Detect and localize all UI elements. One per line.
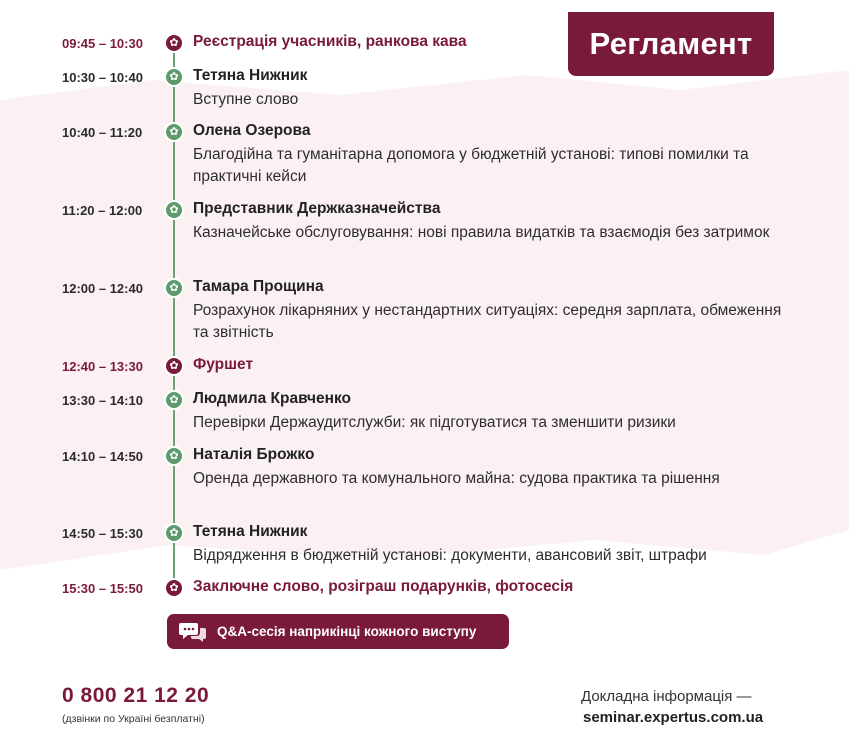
flower-icon: ✿ <box>164 390 184 410</box>
flower-icon: ✿ <box>164 33 184 53</box>
qa-label: Q&A-сесія наприкінці кожного виступу <box>217 624 477 639</box>
phone-number[interactable]: 0 800 21 12 20 <box>62 684 210 707</box>
page-title-text: Регламент <box>589 26 753 61</box>
speaker-name: Представник Держказначейства <box>193 200 441 217</box>
flower-icon: ✿ <box>164 122 184 142</box>
speaker-name: Тетяна Нижник <box>193 523 308 540</box>
flower-icon: ✿ <box>164 356 184 376</box>
flower-icon: ✿ <box>164 578 184 598</box>
schedule-time: 14:10 – 14:50 <box>62 449 143 464</box>
page-title <box>568 12 774 76</box>
flower-icon: ✿ <box>164 278 184 298</box>
info-label: Докладна інформація — <box>581 688 752 705</box>
schedule-time: 11:20 – 12:00 <box>62 203 143 218</box>
flower-icon: ✿ <box>164 67 184 87</box>
talk-topic: Благодійна та гуманітарна допомога у бюджетній установі: типові помилки та практичні кейси <box>193 146 749 185</box>
schedule-event: Реєстрація учасників, ранкова кава <box>193 33 467 50</box>
schedule-time: 15:30 – 15:50 <box>62 581 143 596</box>
speaker-name: Тетяна Нижник <box>193 67 308 84</box>
flower-icon: ✿ <box>164 523 184 543</box>
talk-topic: Вступне слово <box>193 91 299 108</box>
talk-topic: Перевірки Держаудитслужби: як підготуватися та зменшити ризики <box>193 414 676 431</box>
schedule-time: 09:45 – 10:30 <box>62 36 143 51</box>
schedule-time: 13:30 – 14:10 <box>62 393 143 408</box>
website-link[interactable]: seminar.expertus.com.ua <box>583 709 764 726</box>
flower-icon: ✿ <box>164 200 184 220</box>
talk-topic: Розрахунок лікарняних у нестандартних ситуаціях: середня зарплата, обмеження та звітність <box>193 302 782 341</box>
talk-topic: Казначейське обслуговування: нові правила видатків та взаємодія без затримок <box>193 224 770 241</box>
chat-bubbles-icon <box>179 620 207 644</box>
schedule-event: Фуршет <box>193 356 254 373</box>
qa-session-banner <box>167 614 509 649</box>
speaker-name: Олена Озерова <box>193 122 311 139</box>
schedule-time: 10:30 – 10:40 <box>62 70 143 85</box>
schedule-time: 12:00 – 12:40 <box>62 281 143 296</box>
phone-note: (дзвінки по Україні безплатні) <box>62 713 205 725</box>
speaker-name: Наталія Брожко <box>193 446 315 463</box>
schedule-time: 10:40 – 11:20 <box>62 125 143 140</box>
schedule-event: Заключне слово, розіграш подарунків, фотосесія <box>193 578 574 595</box>
schedule-time: 12:40 – 13:30 <box>62 359 143 374</box>
flower-icon: ✿ <box>164 446 184 466</box>
talk-topic: Відрядження в бюджетній установі: документи, авансовий звіт, штрафи <box>193 547 707 564</box>
speaker-name: Тамара Прощина <box>193 278 324 295</box>
speaker-name: Людмила Кравченко <box>193 390 352 407</box>
schedule-time: 14:50 – 15:30 <box>62 526 143 541</box>
talk-topic: Оренда державного та комунального майна: судова практика та рішення <box>193 470 720 487</box>
